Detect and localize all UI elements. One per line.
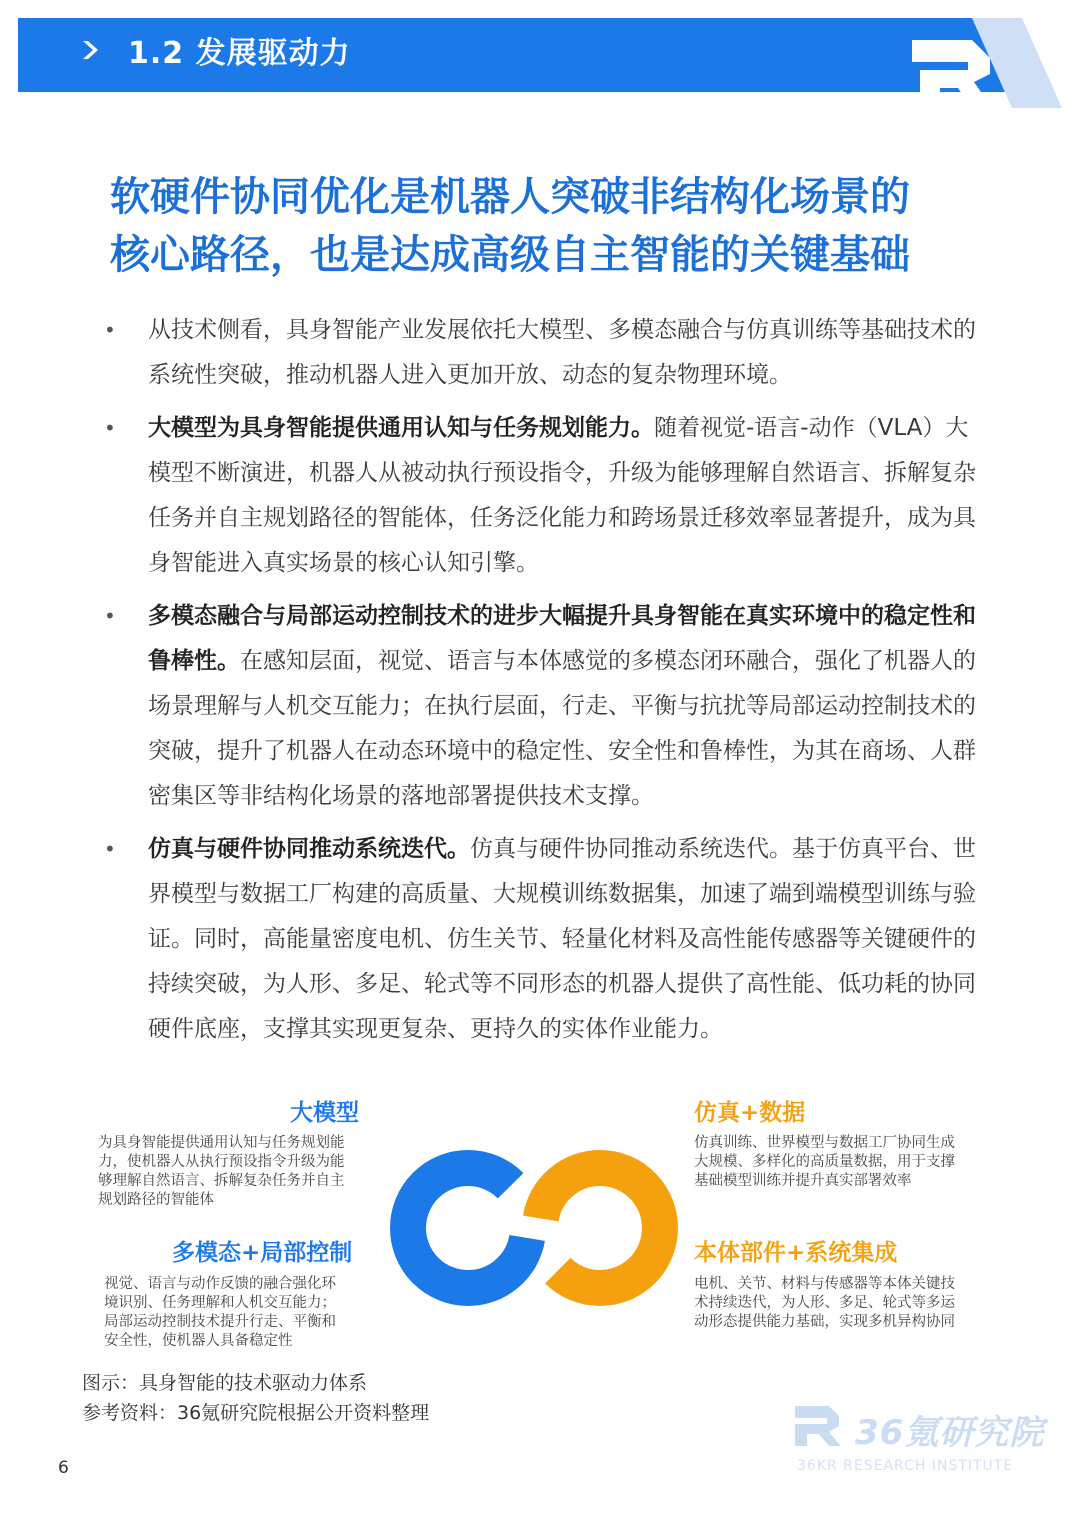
headline-line-2: 核心路径，也是达成高级自主智能的关键基础 — [110, 232, 910, 278]
chevron-right-icon — [80, 39, 102, 61]
diagram-text-hardware-integration: 电机、关节、材料与传感器等本体关键技 术持续迭代，为人形、多足、轮式等多运 动形态提供能力基础，实现多机异构协同 — [694, 1276, 955, 1330]
bullet-text: 在感知层面，视觉、语言与本体感觉的多模态闭环融合，强化了机器人的场景理解与人机交互能力；在执行层面，行走、平衡与抗扰等局部运动控制技术的突破，提升了机器人在动态环境中的稳定性、安全性和鲁棒性，为其在商场、人群密集区等非结构化场景的落地部署提供技术支撑。 — [148, 648, 976, 809]
bullet-list — [100, 308, 980, 1060]
figure-caption: 图示：具身智能的技术驱动力体系 — [82, 1372, 368, 1394]
list-item — [100, 594, 980, 819]
diagram-title-hardware-integration: 本体部件+系统集成 — [694, 1240, 898, 1266]
diagram-title-simulation-data: 仿真+数据 — [694, 1100, 806, 1126]
section-title: 1.2 发展驱动力 — [128, 36, 351, 71]
list-item — [100, 406, 980, 586]
diagram-text-simulation-data: 仿真训练、世界模型与数据工厂协同生成 大规模、多样化的高质量数据，用于支撑 基础模型训练并提升真实部署效率 — [694, 1135, 955, 1189]
bullet-bold-lead: 大模型为具身智能提供通用认知与任务规划能力。 — [148, 415, 654, 441]
brand-logo-icon — [912, 18, 1062, 108]
bullet-text: 随着视觉-语言-动作（VLA）大模型不断演进，机器人从被动执行预设指令，升级为能够理解自然语言、拆解复杂任务并自主规划路径的智能体，任务泛化能力和跨场景迁移效率显著提升，成为具身智能进入真实场景的核心认知引擎。 — [148, 415, 976, 576]
infinity-loop-diagram — [388, 1140, 678, 1320]
bullet-bold-lead: 多模态融合与局部运动控制技术的进步大幅提升具身智能在真实环境中的稳定性和鲁棒性。 — [148, 603, 976, 674]
bullet-bold-lead: 仿真与硬件协同推动系统迭代。 — [148, 836, 470, 862]
watermark-subtitle: 36KR RESEARCH INSTITUTE — [797, 1458, 1014, 1474]
headline-line-1: 软硬件协同优化是机器人突破非结构化场景的 — [110, 174, 910, 220]
list-item — [100, 308, 980, 398]
bullet-dot-icon: • — [104, 416, 116, 440]
diagram-text-large-model: 为具身智能提供通用认知与任务规划能 力，使机器人从执行预设指令升级为能 够理解自然语言、拆解复杂任务并自主 规划路径的智能体 — [98, 1135, 345, 1208]
bullet-dot-icon: • — [104, 604, 116, 628]
diagram-title-large-model: 大模型 — [290, 1100, 359, 1126]
bullet-text: 从技术侧看，具身智能产业发展依托大模型、多模态融合与仿真训练等基础技术的系统性突破，推动机器人进入更加开放、动态的复杂物理环境。 — [148, 317, 976, 388]
blue-ring — [408, 1168, 528, 1288]
bullet-dot-icon: • — [104, 318, 116, 342]
diagram-text-multimodal: 视觉、语言与动作反馈的融合强化环 境识别、任务理解和人机交互能力； 局部运动控制技术提升行走、平衡和 安全性，使机器人具备稳定性 — [104, 1276, 336, 1349]
diagram-title-multimodal: 多模态+局部控制 — [172, 1240, 353, 1266]
watermark-logo-icon — [795, 1402, 843, 1446]
source-caption: 参考资料：36氪研究院根据公开资料整理 — [82, 1402, 430, 1424]
orange-ring — [540, 1168, 660, 1288]
list-item — [100, 827, 980, 1052]
page-headline — [110, 168, 990, 284]
bullet-dot-icon: • — [104, 837, 116, 861]
page-number: 6 — [58, 1458, 69, 1478]
bullet-text: 仿真与硬件协同推动系统迭代。基于仿真平台、世界模型与数据工厂构建的高质量、大规模训练数据集，加速了端到端模型训练与验证。同时，高能量密度电机、仿生关节、轻量化材料及高性能传感器等关键硬件的持续突破，为人形、多足、轮式等不同形态的机器人提供了高性能、低功耗的协同硬件底座，支撑其实现更复杂、更持久的实体作业能力。 — [148, 836, 976, 1042]
watermark-text: 36氪研究院 — [855, 1413, 1045, 1453]
